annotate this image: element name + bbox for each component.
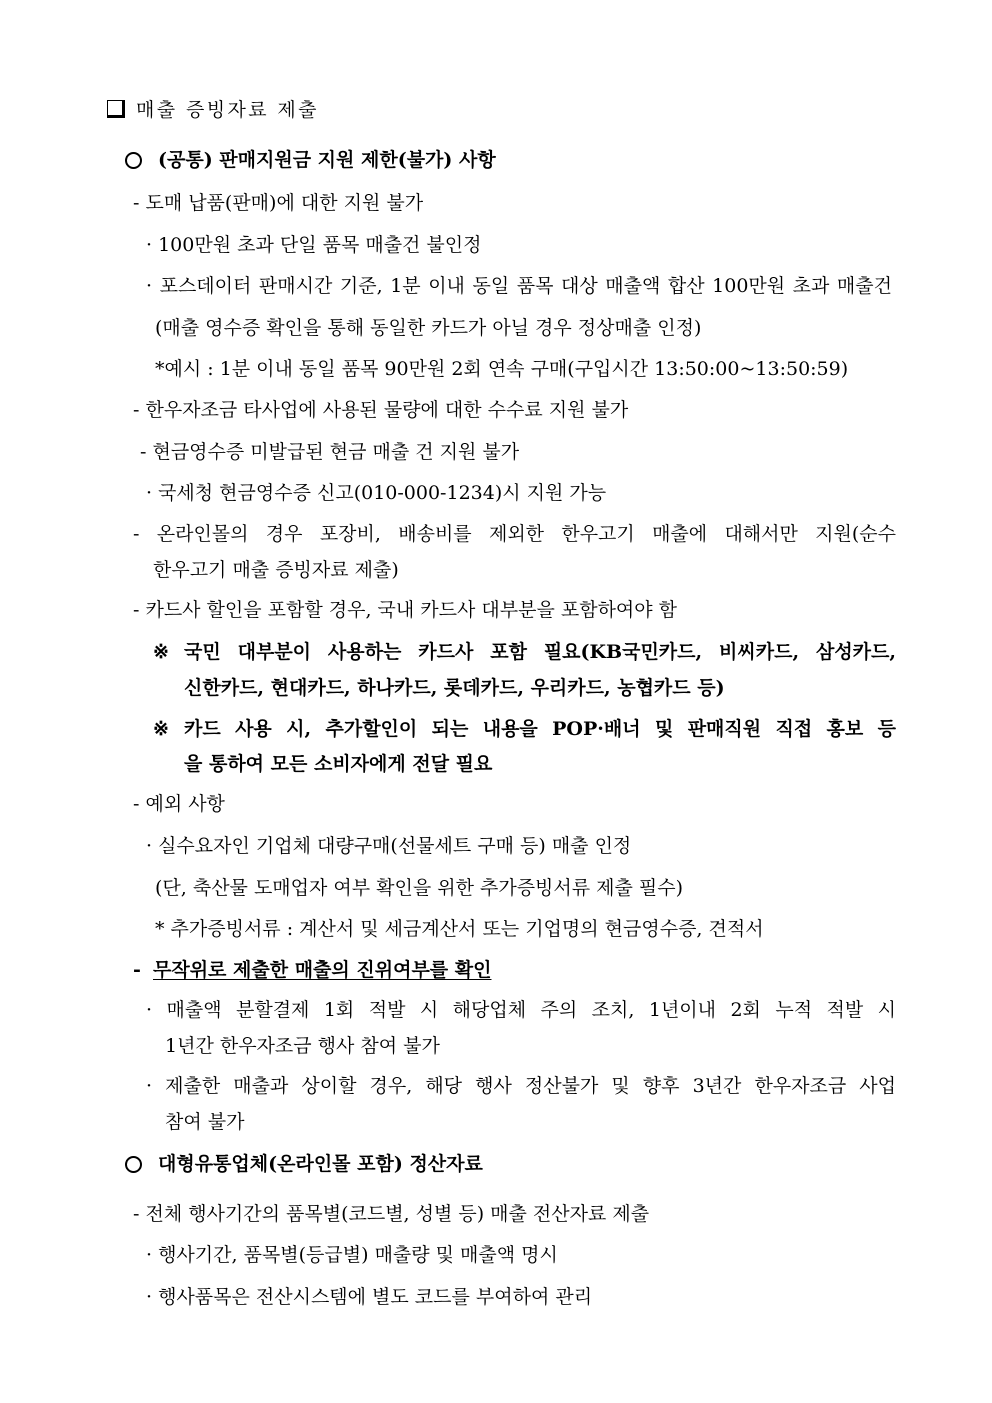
reference-mark: ※ <box>153 718 169 740</box>
list-item: - 예외 사항 <box>133 793 225 815</box>
list-subitem-continuation: 1년간 한우자조금 행사 참여 불가 <box>165 1035 440 1057</box>
example-note: *예시 : 1분 이내 동일 품목 90만원 2회 연속 구매(구입시간 13:50:00~13:50:59) <box>155 358 849 380</box>
list-subitem: · 행사품목은 전산시스템에 별도 코드를 부여하여 관리 <box>146 1286 593 1308</box>
list-subitem-note: (매출 영수증 확인을 통해 동일한 카드가 아닐 경우 정상매출 인정) <box>155 317 702 339</box>
list-item: - 도매 납품(판매)에 대한 지원 불가 <box>133 192 424 214</box>
list-subitem: · 제출한 매출과 상이할 경우, 해당 행사 정산불가 및 향후 3년간 한우자조금 사업 <box>146 1075 896 1097</box>
list-subitem: · 실수요자인 기업체 대량구매(선물세트 구매 등) 매출 인정 <box>146 835 632 857</box>
list-item: - 전체 행사기간의 품목별(코드별, 성별 등) 매출 전산자료 제출 <box>133 1203 650 1225</box>
verify-heading: 무작위로 제출한 매출의 진위여부를 확인 <box>153 959 492 981</box>
verify-dash: - <box>133 959 141 981</box>
list-subitem: · 포스데이터 판매시간 기준, 1분 이내 동일 품목 대상 매출액 합산 100만원 초과 매출건 <box>146 275 892 297</box>
section-title: 매출 증빙자료 제출 <box>136 99 319 121</box>
docs-note: * 추가증빙서류 : 계산서 및 세금계산서 또는 기업명의 현금영수증, 견적서 <box>155 918 764 940</box>
circle-bullet-icon <box>125 1156 142 1173</box>
list-subitem: · 매출액 분할결제 1회 적발 시 해당업체 주의 조치, 1년이내 2회 누적 적발 시 <box>146 999 896 1021</box>
reference-mark: ※ <box>153 641 169 663</box>
list-subitem: · 행사기간, 품목별(등급별) 매출량 및 매출액 명시 <box>146 1244 558 1266</box>
list-item: - 온라인몰의 경우 포장비, 배송비를 제외한 한우고기 매출에 대해서만 지원(순수 <box>133 523 896 545</box>
card-note-continuation: 신한카드, 현대카드, 하나카드, 롯데카드, 우리카드, 농협카드 등) <box>184 677 725 699</box>
list-subitem-note: (단, 축산물 도매업자 여부 확인을 위한 추가증빙서류 제출 필수) <box>155 877 684 899</box>
block-heading: (공통) 판매지원금 지원 제한(불가) 사항 <box>158 149 496 171</box>
list-item-continuation: 한우고기 매출 증빙자료 제출) <box>153 559 399 581</box>
card-note: 국민 대부분이 사용하는 카드사 포함 필요(KB국민카드, 비씨카드, 삼성카드, <box>184 641 896 663</box>
list-subitem: · 국세청 현금영수증 신고(010-000-1234)시 지원 가능 <box>146 482 607 504</box>
list-item: - 현금영수증 미발급된 현금 매출 건 지원 불가 <box>140 441 520 463</box>
block-heading: 대형유통업체(온라인몰 포함) 정산자료 <box>158 1153 483 1175</box>
list-item: - 한우자조금 타사업에 사용된 물량에 대한 수수료 지원 불가 <box>133 399 629 421</box>
list-subitem-continuation: 참여 불가 <box>165 1111 245 1133</box>
card-note: 카드 사용 시, 추가할인이 되는 내용을 POP·배너 및 판매직원 직접 홍보 등 <box>184 718 896 740</box>
card-note-continuation: 을 통하여 모든 소비자에게 전달 필요 <box>184 753 493 775</box>
checkbox-square-icon <box>107 100 125 118</box>
list-item: - 카드사 할인을 포함할 경우, 국내 카드사 대부분을 포함하여야 함 <box>133 599 678 621</box>
list-subitem: · 100만원 초과 단일 품목 매출건 불인정 <box>146 234 482 256</box>
circle-bullet-icon <box>125 152 142 169</box>
